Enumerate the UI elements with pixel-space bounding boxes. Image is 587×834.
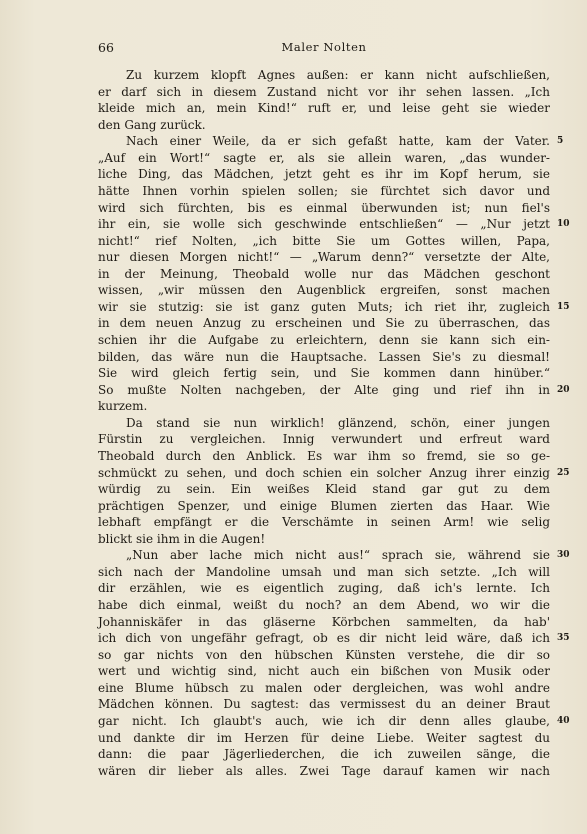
- text-line: [98, 299, 570, 316]
- text-line: [98, 166, 550, 183]
- running-title: Maler Nolten: [281, 40, 367, 54]
- text-line: [98, 746, 550, 763]
- text-line: [98, 67, 550, 84]
- text-line: [98, 498, 550, 515]
- text-line: [98, 564, 550, 581]
- text-line: [98, 580, 550, 597]
- text-line: [98, 647, 550, 664]
- line-text: Mädchen können. Du sagtest: das vermissest du an deiner Braut: [98, 697, 550, 712]
- line-number: 35: [557, 633, 570, 644]
- line-text: Johanniskäfer in das gläserne Körbchen sammelten, da hab': [98, 614, 550, 629]
- text-line: [98, 398, 550, 415]
- line-text: kurzem.: [98, 399, 148, 414]
- line-text: Fürstin zu vergleichen. Innig verwundert und erfreut ward: [98, 432, 550, 447]
- text-line: [98, 365, 550, 382]
- line-text: wert und wichtig sind, nicht auch ein bißchen von Musik oder: [98, 664, 550, 679]
- line-text: lebhaft empfängt er die Verschämte in seinen Arm! wie selig: [98, 515, 550, 530]
- line-number: 40: [557, 715, 570, 726]
- line-text: nicht!“ rief Nolten, „ich bitte Sie um Gottes willen, Papa,: [98, 233, 550, 248]
- line-number: 5: [557, 136, 564, 147]
- text-line: [98, 233, 550, 250]
- line-text: in dem neuen Anzug zu erscheinen und Sie zu überraschen, das: [98, 316, 550, 331]
- line-text: schmückt zu sehen, und doch schien ein solcher Anzug ihrer einzig: [98, 465, 550, 480]
- text-line: [98, 663, 550, 680]
- text-line: [98, 249, 550, 266]
- line-text: schien ihr die Aufgabe zu erleichtern, denn sie kann sich ein-: [98, 333, 550, 347]
- line-text: und dankte dir im Herzen für deine Liebe. Weiter sagtest du: [98, 730, 550, 745]
- line-text: Nach einer Weile, da er sich gefaßt hatte, kam der Vater.: [126, 134, 550, 149]
- text-line: [98, 630, 570, 647]
- line-text: kleide mich an, mein Kind!“ ruft er, und leise geht sie wieder: [98, 101, 550, 116]
- text-line: [98, 84, 550, 101]
- text-line: [98, 282, 550, 299]
- text-line: [98, 730, 550, 747]
- line-text: in der Meinung, Theobald wolle nur das Mädchen geschont: [98, 266, 550, 281]
- page-header: [98, 40, 550, 56]
- text-line: [98, 713, 570, 730]
- text-line: [98, 315, 550, 332]
- line-text: nur diesen Morgen nicht!“ — „Warum denn?“ versetzte der Alte,: [98, 250, 550, 265]
- text-line: [98, 117, 550, 134]
- text-line: [98, 200, 550, 217]
- line-text: bilden, das wäre nun die Hauptsache. Lassen Sie's zu diesmal!: [98, 349, 550, 364]
- line-text: Theobald durch den Anblick. Es war ihm so fremd, sie so ge-: [98, 448, 550, 463]
- line-text: Sie wird gleich fertig sein, und Sie kommen dann hinüber.“: [98, 366, 550, 381]
- line-text: sich nach der Mandoline umsah und man sich setzte. „Ich will: [98, 564, 550, 579]
- line-text: blickt sie ihm in die Augen!: [98, 531, 266, 546]
- text-line: [98, 382, 570, 399]
- line-text: ihr ein, sie wolle sich geschwinde entschließen“ — „Nur jetzt: [98, 217, 550, 232]
- text-line: [98, 133, 564, 150]
- text-line: [98, 332, 550, 349]
- line-text: hätte Ihnen vorhin spielen sollen; sie fürchtet sich davor und: [98, 183, 550, 198]
- text-line: [98, 597, 550, 614]
- line-text: er darf sich in diesem Zustand nicht vor ihr sehen lassen. „Ich: [98, 84, 550, 99]
- line-text: gar nicht. Ich glaubt's auch, wie ich dir denn alles glaube,: [98, 713, 550, 728]
- line-number: 15: [557, 301, 570, 312]
- text-line: [98, 547, 570, 564]
- line-text: Zu kurzem klopft Agnes außen: er kann nicht aufschließen,: [126, 68, 550, 82]
- line-text: wird sich fürchten, bis es einmal überwunden ist; nun fiel's: [98, 200, 550, 215]
- line-text: „Nun aber lache mich nicht aus!“ sprach sie, während sie: [126, 548, 550, 563]
- text-line: [98, 465, 570, 482]
- text-line: [98, 100, 550, 117]
- text-line: [98, 216, 570, 233]
- line-text: prächtigen Spenzer, und einige Blumen zierten das Haar. Wie: [98, 498, 550, 513]
- line-text: Da stand sie nun wirklich! glänzend, schön, einer jungen: [126, 415, 550, 430]
- body-text: [98, 67, 570, 779]
- line-number: 25: [557, 467, 570, 478]
- line-text: so gar nichts von den hübschen Künsten verstehe, die dir so: [98, 647, 550, 662]
- text-line: [98, 481, 550, 498]
- line-text: dann: die paar Jägerliederchen, die ich zuweilen sänge, die: [98, 747, 550, 762]
- text-line: [98, 696, 550, 713]
- text-line: [98, 514, 550, 531]
- line-number: 30: [557, 550, 570, 561]
- text-line: [98, 531, 550, 548]
- text-line: [98, 431, 550, 448]
- page-number: 66: [98, 40, 114, 55]
- line-number: 20: [557, 384, 570, 395]
- line-text: „Auf ein Wort!“ sagte er, als sie allein waren, „das wunder-: [98, 150, 550, 165]
- line-text: dir erzählen, wie es eigentlich zuging, daß ich's lernte. Ich: [98, 581, 550, 596]
- text-line: [98, 680, 550, 697]
- text-line: [98, 614, 550, 631]
- text-line: [98, 415, 550, 432]
- line-text: wissen, „wir müssen den Augenblick ergreifen, sonst machen: [98, 283, 550, 298]
- line-text: habe dich einmal, weißt du noch? an dem Abend, wo wir die: [98, 598, 550, 612]
- text-line: [98, 266, 550, 283]
- text-line: [98, 763, 550, 780]
- line-text: ich dich von ungefähr gefragt, ob es dir nicht leid wäre, daß ich: [98, 631, 550, 646]
- line-text: würdig zu sein. Ein weißes Kleid stand gar gut zu dem: [98, 482, 550, 497]
- line-number: 10: [557, 219, 570, 230]
- line-text: liche Ding, das Mädchen, jetzt geht es ihr im Kopf herum, sie: [98, 167, 550, 182]
- text-line: [98, 349, 550, 366]
- line-text: eine Blume hübsch zu malen oder dergleichen, was wohl andre: [98, 680, 550, 695]
- line-text: den Gang zurück.: [98, 117, 206, 132]
- line-text: So mußte Nolten nachgeben, der Alte ging und rief ihn in: [98, 382, 550, 397]
- text-line: [98, 150, 550, 167]
- line-text: wir sie stutzig: sie ist ganz guten Muts; ich riet ihr, zugleich: [98, 299, 550, 314]
- text-line: [98, 448, 550, 465]
- line-text: wären dir lieber als alles. Zwei Tage darauf kamen wir nach: [98, 763, 550, 778]
- text-line: [98, 183, 550, 200]
